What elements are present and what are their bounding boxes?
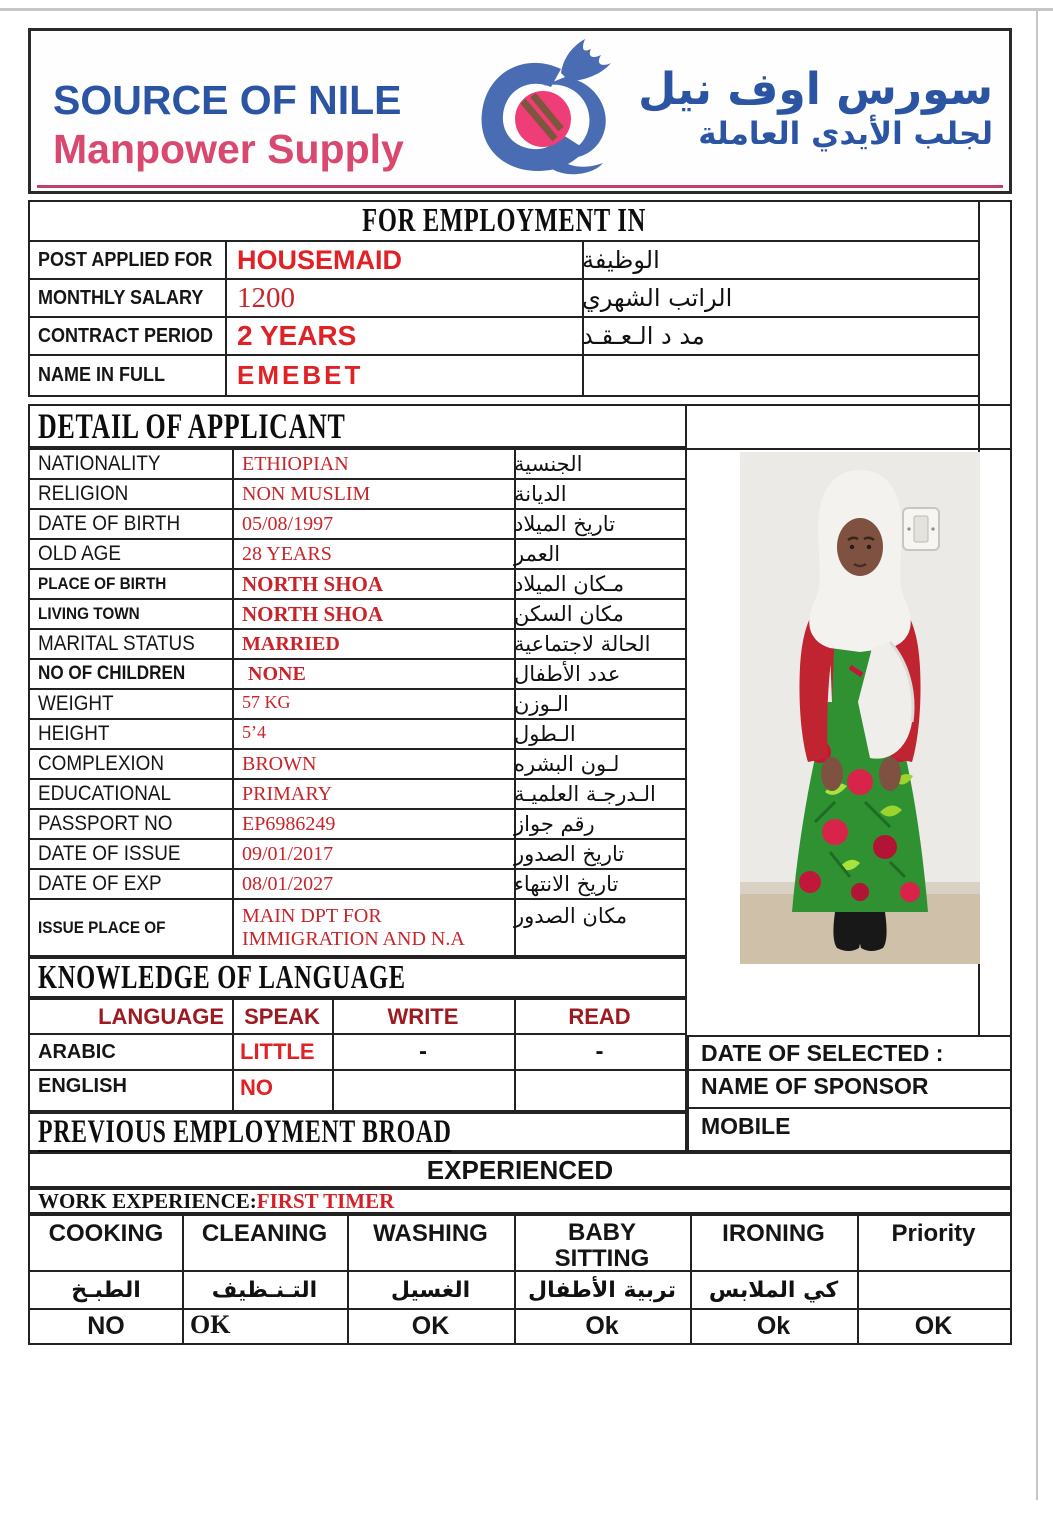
row-arabic-label: مكان السكن [514, 602, 624, 626]
language-read [514, 1071, 685, 1110]
table-row [30, 690, 685, 720]
row-value: NORTH SHOA [242, 571, 384, 596]
date-of-selected-label: DATE OF SELECTED : [701, 1039, 944, 1066]
name-of-sponsor-row [689, 1071, 1010, 1109]
row-value: HOUSEMAID [237, 244, 403, 275]
column-header: IRONING [722, 1220, 825, 1247]
scan-artifact-top-line [0, 8, 1053, 11]
row-label: OLD AGE [38, 542, 121, 565]
skills-header-row [30, 1216, 1010, 1272]
row-arabic-label: الـوزن [514, 692, 569, 716]
row-value: 1200 [237, 281, 295, 314]
skill-value: NO [87, 1312, 125, 1340]
table-row [30, 840, 685, 870]
skill-arabic: الطبـخ [71, 1277, 141, 1303]
row-value: EP6986249 [242, 812, 336, 835]
row-value: PRIMARY [242, 782, 333, 805]
skills-table [28, 1214, 1012, 1345]
table-row [30, 780, 685, 810]
row-label: NO OF CHILDREN [38, 663, 186, 684]
row-label: HEIGHT [38, 722, 110, 745]
row-label: DATE OF ISSUE [38, 842, 181, 865]
row-arabic-label: الـدرجـة العلميـة [514, 782, 656, 806]
details-table [28, 448, 687, 957]
table-row [30, 810, 685, 840]
row-value: 05/08/1997 [242, 512, 334, 535]
language-section-title-text: KNOWLEDGE OF LANGUAGE [38, 959, 406, 996]
table-row [30, 600, 685, 630]
row-label: CONTRACT PERIOD [38, 324, 214, 347]
row-value: EMEBET [237, 360, 364, 390]
row-value: NON MUSLIM [242, 482, 371, 505]
company-name-english [53, 77, 404, 173]
table-row [30, 750, 685, 780]
skills-values-row [30, 1310, 1010, 1343]
skill-arabic: التـنـظيف [211, 1277, 318, 1303]
table-row [30, 540, 685, 570]
row-label: MARITAL STATUS [38, 632, 195, 655]
employment-section [28, 200, 980, 397]
skill-value: OK [914, 1312, 953, 1340]
work-experience-row [28, 1188, 1012, 1214]
row-arabic-label: العمر [514, 542, 561, 566]
row-arabic-label: مكان الصدور [514, 904, 628, 928]
row-label: DATE OF EXP [38, 872, 162, 895]
employment-section-title-text: FOR EMPLOYMENT IN [362, 202, 646, 239]
previous-employment-title [28, 1112, 687, 1152]
language-table [28, 998, 687, 1112]
work-experience-value: FIRST TIMER [256, 1188, 395, 1213]
row-arabic-label: الجنسية [514, 452, 583, 476]
row-label: NATIONALITY [38, 452, 161, 475]
applicant-photo [740, 452, 980, 964]
row-value: 08/01/2027 [242, 872, 334, 895]
column-header: Priority [891, 1220, 976, 1247]
table-row [30, 356, 978, 395]
row-label: EDUCATIONAL [38, 782, 172, 805]
skill-arabic: كي الملابس [708, 1277, 839, 1303]
row-value: MARRIED [242, 632, 340, 655]
row-arabic-label: الراتب الشهري [582, 284, 733, 312]
row-value: 28 YEARS [242, 542, 332, 565]
table-row [30, 318, 978, 356]
row-value: 2 YEARS [237, 320, 357, 351]
table-row [30, 1071, 685, 1110]
photo-cell-top-line [687, 448, 1012, 450]
row-value: NONE [248, 662, 306, 685]
row-label: RELIGION [38, 482, 129, 505]
language-read: - [595, 1038, 604, 1065]
company-logo [443, 31, 643, 191]
skill-arabic: الغسيل [390, 1277, 471, 1303]
row-value: 57 KG [242, 692, 291, 712]
row-arabic-label: الوظيفة [582, 246, 660, 274]
table-row [30, 510, 685, 540]
row-arabic-label: الديانة [514, 482, 567, 506]
column-header: WRITE [387, 1003, 459, 1029]
row-label: LIVING TOWN [38, 604, 140, 623]
row-label: PLACE OF BIRTH [38, 574, 167, 593]
row-label: COMPLEXION [38, 752, 165, 775]
language-write [332, 1071, 514, 1110]
row-arabic-label: الحالة لاجتماعية [514, 632, 651, 656]
table-row [30, 630, 685, 660]
details-section-title-text: DETAIL OF APPLICANT [38, 406, 346, 446]
language-name: ARABIC [38, 1040, 116, 1063]
column-header: SPEAK [244, 1003, 320, 1029]
table-row [30, 570, 685, 600]
language-section-title [28, 957, 687, 998]
language-speak: NO [240, 1075, 273, 1100]
row-arabic-label: مد د الـعـقـد [582, 322, 705, 350]
table-row [30, 280, 978, 318]
column-header: CLEANING [201, 1220, 328, 1247]
language-speak: LITTLE [240, 1039, 315, 1064]
row-arabic-label: تاريخ الميلاد [514, 512, 616, 536]
skills-arabic-row [30, 1272, 1010, 1310]
row-label: DATE OF BIRTH [38, 512, 181, 535]
row-label: POST APPLIED FOR [38, 248, 213, 271]
row-value: NORTH SHOA [242, 601, 384, 626]
name-of-sponsor-label: NAME OF SPONSOR [701, 1073, 929, 1099]
row-arabic-label [582, 356, 978, 395]
details-section-title [28, 404, 687, 448]
company-name-arabic [638, 65, 993, 152]
row-arabic-label: تاريخ الصدور [514, 842, 625, 866]
row-arabic-label: رقم جواز [514, 812, 595, 836]
column-header-text: BABY SITTING [554, 1219, 650, 1273]
row-arabic-label: عدد الأطفال [514, 662, 621, 686]
letterhead-divider-line [37, 185, 1003, 188]
row-label: WEIGHT [38, 692, 114, 715]
table-row [30, 870, 685, 900]
letterhead [28, 28, 1012, 194]
table-row [30, 450, 685, 480]
skill-arabic [857, 1272, 1010, 1308]
row-label: ISSUE PLACE OF [38, 917, 166, 937]
skill-arabic: تربية الأطفال [527, 1277, 677, 1303]
row-arabic-label: تاريخ الانتهاء [514, 872, 619, 896]
column-header: LANGUAGE [98, 1003, 224, 1029]
row-arabic-label: الـطول [514, 722, 576, 746]
skill-value: OK [190, 1310, 231, 1339]
language-header-row [30, 1000, 685, 1035]
skill-value: Ok [585, 1312, 619, 1340]
row-value: 09/01/2017 [242, 842, 334, 865]
table-row [30, 660, 685, 690]
table-row [30, 720, 685, 750]
column-header: COOKING [48, 1220, 164, 1247]
previous-employment-title-text: PREVIOUS EMPLOYMENT BROAD [38, 1114, 452, 1154]
language-write: - [419, 1038, 427, 1065]
column-header [514, 1216, 690, 1273]
company-name-line1: SOURCE OF NILE [53, 77, 402, 123]
strip-top-line [980, 200, 1012, 202]
mobile-label: MOBILE [701, 1113, 791, 1139]
row-arabic-label: لـون البشره [514, 752, 620, 776]
company-arabic-line2: لجلب الأيدي العاملة [698, 115, 993, 152]
employment-section-title [30, 202, 978, 242]
row-arabic-label: مـكان الميلاد [514, 572, 625, 596]
sponsor-section [687, 1035, 1012, 1152]
row-value: ETHIOPIAN [242, 452, 349, 475]
row-label: NAME IN FULL [38, 364, 165, 386]
skill-value: OK [411, 1312, 450, 1340]
date-of-selected-row [689, 1037, 1010, 1071]
table-row [30, 1035, 685, 1071]
experienced-row: EXPERIENCED [28, 1152, 1012, 1188]
table-row [30, 480, 685, 510]
row-label: MONTHLY SALARY [38, 286, 204, 309]
column-header: WASHING [373, 1220, 488, 1247]
skill-value: Ok [756, 1312, 791, 1340]
table-row [30, 242, 978, 280]
mobile-row [689, 1109, 1010, 1150]
row-value: MAIN DPT FOR IMMIGRATION AND N.A [242, 904, 465, 950]
table-row [30, 900, 685, 955]
language-name: ENGLISH [38, 1075, 127, 1097]
company-arabic-line1: سورس اوف نيل [638, 64, 993, 115]
row-value: 5’4 [242, 722, 266, 742]
scan-artifact-right-line [1036, 8, 1038, 1500]
row-label: PASSPORT NO [38, 812, 173, 835]
work-experience-label: WORK EXPERIENCE: [38, 1188, 257, 1213]
company-name-line2: Manpower Supply [53, 126, 404, 172]
column-header: READ [568, 1003, 631, 1029]
row-value: BROWN [242, 752, 317, 775]
